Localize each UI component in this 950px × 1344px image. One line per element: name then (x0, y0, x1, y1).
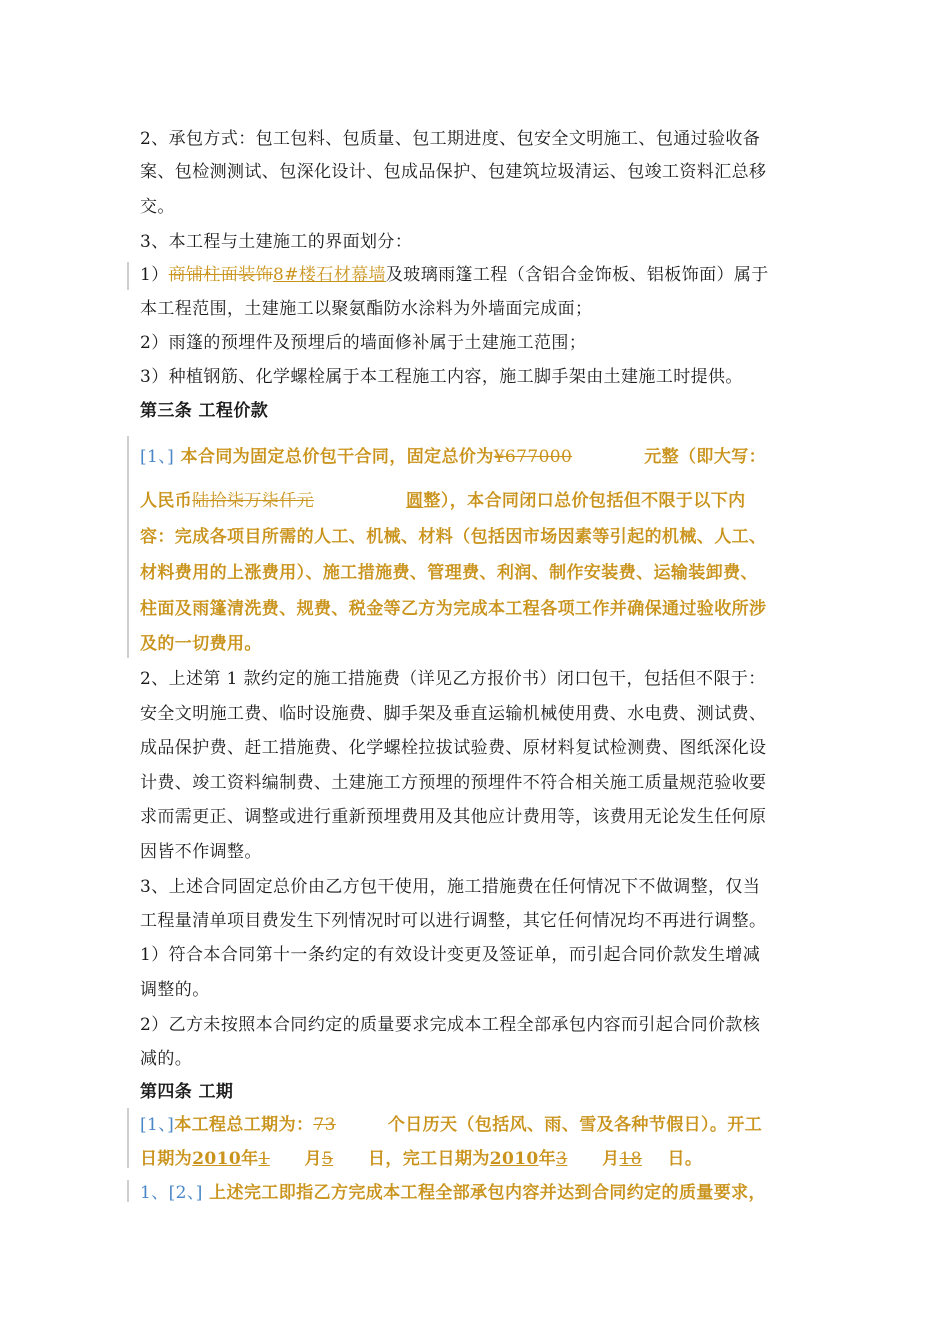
deleted-amount: ¥677000 (493, 447, 573, 467)
paragraph-line: 2）乙方未按照本合同约定的质量要求完成本工程全部承包内容而引起合同价款核 (140, 1015, 761, 1035)
paragraph-line: 因皆不作调整。 (140, 842, 262, 862)
change-bar (127, 1108, 129, 1168)
paragraph-line: 本工程范围，土建施工以聚氨酯防水涂料为外墙面完成面； (140, 299, 593, 319)
paragraph-line: 3、本工程与土建施工的界面划分： (140, 232, 413, 252)
clause-text: 人民币 (140, 491, 193, 511)
clause-line (140, 446, 766, 468)
item-text: 及玻璃雨篷工程（含铝合金饰板、铝板饰面）属于 (385, 265, 769, 285)
paragraph-line: 调整的。 (140, 980, 210, 1000)
paragraph-line: 2、上述第 1 款约定的施工措施费（详见乙方报价书）闭口包干，包括但不限于： (140, 669, 766, 689)
end-year: 2010 (489, 1149, 539, 1169)
start-day-field (322, 1148, 368, 1170)
clause-text: 圆 (406, 491, 424, 511)
section-heading: 第四条 工期 (140, 1082, 234, 1102)
paragraph-line: 求而需更正、调整或进行重新预埋费用及其他应计费用等，该费用无论发生任何原 (140, 807, 767, 827)
deleted-text: 商铺柱面装饰 (168, 265, 274, 285)
start-month-field (259, 1148, 305, 1170)
clause-line (140, 1114, 762, 1136)
clause-text: 本合同为固定总价包干合同，固定总价为 (180, 447, 494, 467)
item-number: 1） (140, 265, 169, 285)
deleted-month: 3 (556, 1149, 568, 1169)
end-month-field (556, 1148, 602, 1170)
list-item: 3）种植钢筋、化学螺栓属于本工程施工内容，施工脚手架由土建施工时提供。 (140, 367, 743, 387)
paragraph-line: 3、上述合同固定总价由乙方包干使用，施工措施费在任何情况下不做调整，仅当 (140, 877, 761, 897)
clause-line (140, 490, 746, 512)
change-bar (127, 1180, 129, 1202)
paragraph-line: 成品保护费、赶工措施费、化学螺栓拉拔试验费、原材料复试检测费、图纸深化设 (140, 738, 767, 758)
change-bar (127, 436, 129, 658)
revision-mark: [1、] (140, 447, 175, 467)
clause-text: 上述完工即指乙方完成本工程全部承包内容并达到合同约定的质量要求， (209, 1183, 766, 1203)
clause-line: 柱面及雨篷清洗费、规费、税金等乙方为完成本工程各项工作并确保通过验收所涉 (140, 599, 767, 619)
revision-mark: [1、] (140, 1115, 175, 1135)
clause-text: 日 (667, 1149, 685, 1169)
deleted-month: 1 (258, 1149, 270, 1169)
clause-text: 年 (538, 1149, 557, 1169)
deleted-days: 73 (313, 1115, 336, 1135)
end-day-field (619, 1148, 667, 1170)
clause-text: 个日历天（包括风、雨、雪及各种节假日）。开工 (387, 1115, 763, 1135)
clause-text: 元整（即大写： (644, 447, 767, 467)
clause-line (140, 1182, 766, 1204)
list-item: 2）雨篷的预埋件及预埋后的墙面修补属于土建施工范围； (140, 333, 587, 353)
revision-mark: [2、] (168, 1183, 203, 1203)
clause-line (140, 1148, 702, 1170)
paragraph-line: 安全文明施工费、临时设施费、脚手架及垂直运输机械使用费、水电费、测试费、 (140, 704, 767, 724)
paragraph-line: 减的。 (140, 1049, 193, 1069)
clause-line: 材料费用的上涨费用）、施工措施费、管理费、利润、制作安装费、运输装卸费、 (140, 563, 758, 583)
clause-text: 整），本合同闭口总价包括但不限于以下内 (423, 491, 746, 511)
clause-line: 容：完成各项目所需的人工、机械、材料（包括因市场因素等引起的机械、人工、 (140, 527, 767, 547)
deleted-day: 5 (321, 1149, 334, 1169)
clause-text: 月 (602, 1149, 620, 1169)
section-heading: 第三条 工程价款 (140, 401, 269, 421)
paragraph-line: 交。 (140, 197, 175, 217)
revision-mark: 1、 (140, 1183, 169, 1203)
start-year: 2010 (192, 1149, 242, 1169)
deleted-day: 18 (619, 1149, 642, 1169)
paragraph-line: 计费、竣工资料编制费、土建施工方预埋的预埋件不符合相关施工质量规范验收要 (140, 773, 767, 793)
paragraph-line: 案、包检测测试、包深化设计、包成品保护、包建筑垃圾清运、包竣工资料汇总移 (140, 162, 767, 182)
inserted-text: 8#楼石材幕墙 (273, 265, 386, 285)
paragraph-line: 工程量清单项目费发生下列情况时可以进行调整，其它任何情况均不再进行调整。 (140, 911, 767, 931)
list-item (140, 264, 769, 286)
clause-text: 本工程总工期为： (174, 1115, 314, 1135)
deleted-amount-words: 陆拾柒万柒仟元 (192, 491, 315, 511)
clause-text: 日期为 (140, 1149, 193, 1169)
clause-text: 。 (684, 1149, 703, 1169)
paragraph-line: 1）符合本合同第十一条约定的有效设计变更及签证单，而引起合同价款发生增减 (140, 945, 761, 965)
clause-text: 日 (367, 1149, 386, 1169)
paragraph-line: 2、承包方式：包工包料、包质量、包工期进度、包安全文明施工、包通过验收备 (140, 129, 761, 149)
clause-text: 年 (241, 1149, 259, 1169)
change-bar (127, 262, 129, 290)
clause-line: 及的一切费用。 (140, 634, 262, 654)
clause-text: 月 (304, 1149, 322, 1169)
clause-text: ，完工日期为 (385, 1149, 490, 1169)
